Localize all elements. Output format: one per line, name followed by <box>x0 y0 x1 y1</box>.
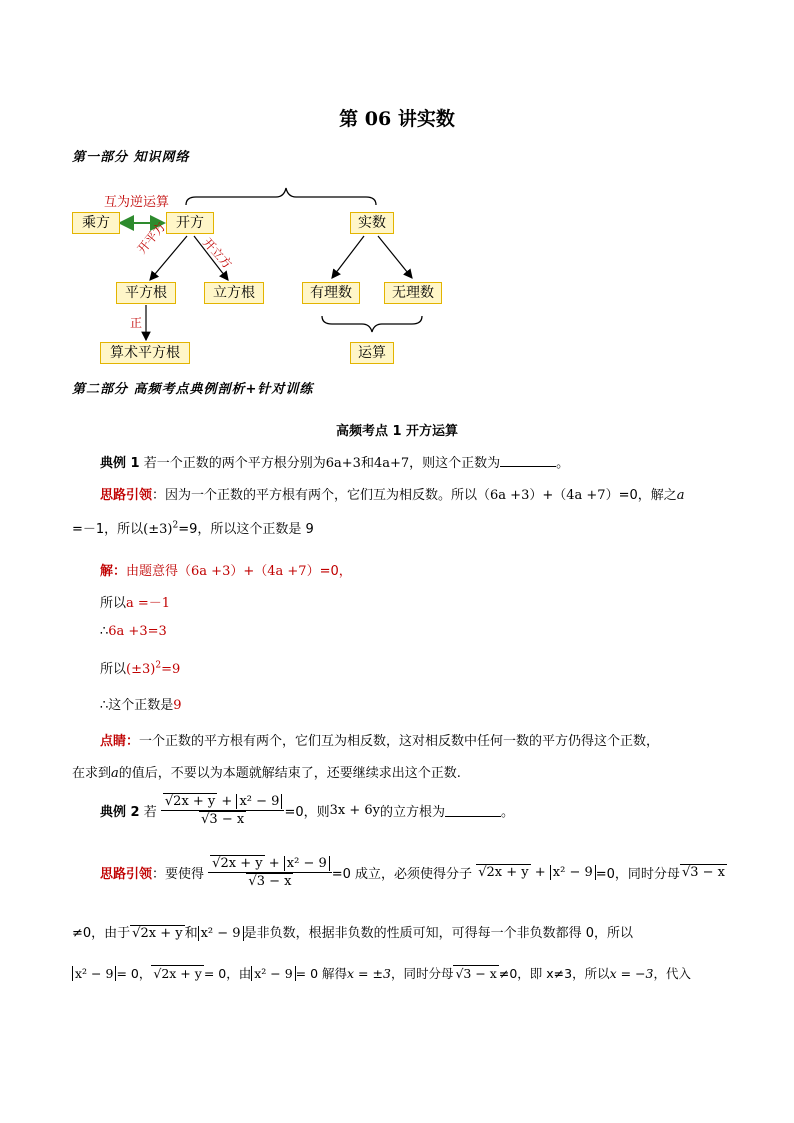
ex1-solution-line1: 解：由题意得（6a +3）+（4a +7）=0， <box>100 564 352 579</box>
box-you-li-shu: 有理数 <box>302 282 360 304</box>
inverse-op-label: 互为逆运算 <box>104 195 170 210</box>
ex2-hint-fraction: $\frac{\text{√2x + y + x² − 9}}{√3 - x}$ <box>208 856 332 889</box>
part1-heading: 第一部分 知识网络 <box>72 150 190 165</box>
ex2-hint-line3: x² − 9 = 0， √2x + y = 0，由 x² − 9 = 0 解得x = ±3，同时分母 √3 − x ≠0，即 x≠3，所以x = −3，代入 <box>72 964 691 982</box>
box-li-fang-gen: 立方根 <box>204 282 264 304</box>
ex2-hint-line2: ≠0，由于 √2x + y 和 x² − 9 是非负数，根据非负数的性质可知，可得每一个非负数都得 0，所以 <box>72 926 633 941</box>
ex1-hint-line1: 思路引领：因为一个正数的平方根有两个，它们互为相反数。所以（6a +3）+（4a +7）=0，解之a <box>100 488 685 503</box>
ex1-note-line1: 点睛：一个正数的平方根有两个，它们互为相反数，这对相反数中任何一数的平方仍得这个正数， <box>100 734 660 749</box>
ex2-fraction: $\frac{\text{√2x + y + x² − 9}}{√3 - x}$ <box>161 794 285 827</box>
box-suan-shu: 算术平方根 <box>100 342 190 364</box>
section-title: 高频考点 1 开方运算 <box>335 424 459 439</box>
box-wu-li-shu: 无理数 <box>384 282 442 304</box>
kai-li-fang-label: 开立方 <box>200 235 235 272</box>
ex1-solution-line3: ∴6a +3=3 <box>100 624 167 639</box>
kai-ping-fang-label: 开平方 <box>134 219 169 257</box>
ex1-hint-line2: =－1，所以$(\pm 3)^2=9$，所以这个正数是 9 <box>72 520 314 537</box>
box-shi-shu: 实数 <box>350 212 394 234</box>
ex1-solution-line2: 所以a =－1 <box>100 596 171 611</box>
ex2-hint-line1: 思路引领：要使得 $\frac{\text{√2x + y + x² − 9}}{√3 - x}$ =0 成立，必须使得分子 √2x + y + x² − 9 =0，同时分母 √3 − x <box>100 856 725 889</box>
ex1-solution-line4: 所以$(\pm 3)^2=9$ <box>100 660 181 677</box>
diagram-lines <box>0 0 794 380</box>
part2-heading: 第二部分 高频考点典例剖析+针对训练 <box>72 382 314 397</box>
top-brace <box>186 188 376 205</box>
zheng-label: 正 <box>130 316 143 330</box>
box-cheng-fang: 乘方 <box>72 212 120 234</box>
ex1-question: 典例 1 若一个正数的两个平方根分别为6a+3和4a+7，则这个正数为 。 <box>100 456 570 471</box>
ex2-question: 典例 2 若 $\frac{\text{√2x + y + x² − 9}}{√3 - x}$ =0，则3x + 6y的立方根为 。 <box>100 794 515 827</box>
ex1-note-line2: 在求到a的值后，不要以为本题就解结束了，还要继续求出这个正数. <box>72 766 461 781</box>
box-yun-suan: 运算 <box>350 342 394 364</box>
answer-blank-1 <box>500 454 556 467</box>
box-ping-fang-gen: 平方根 <box>116 282 176 304</box>
bottom-brace <box>322 316 422 332</box>
page-title: 第 06 讲实数 <box>339 108 455 130</box>
answer-blank-2 <box>445 804 501 817</box>
ex1-solution-line5: ∴这个正数是9 <box>100 698 182 713</box>
box-kai-fang: 开方 <box>166 212 214 234</box>
